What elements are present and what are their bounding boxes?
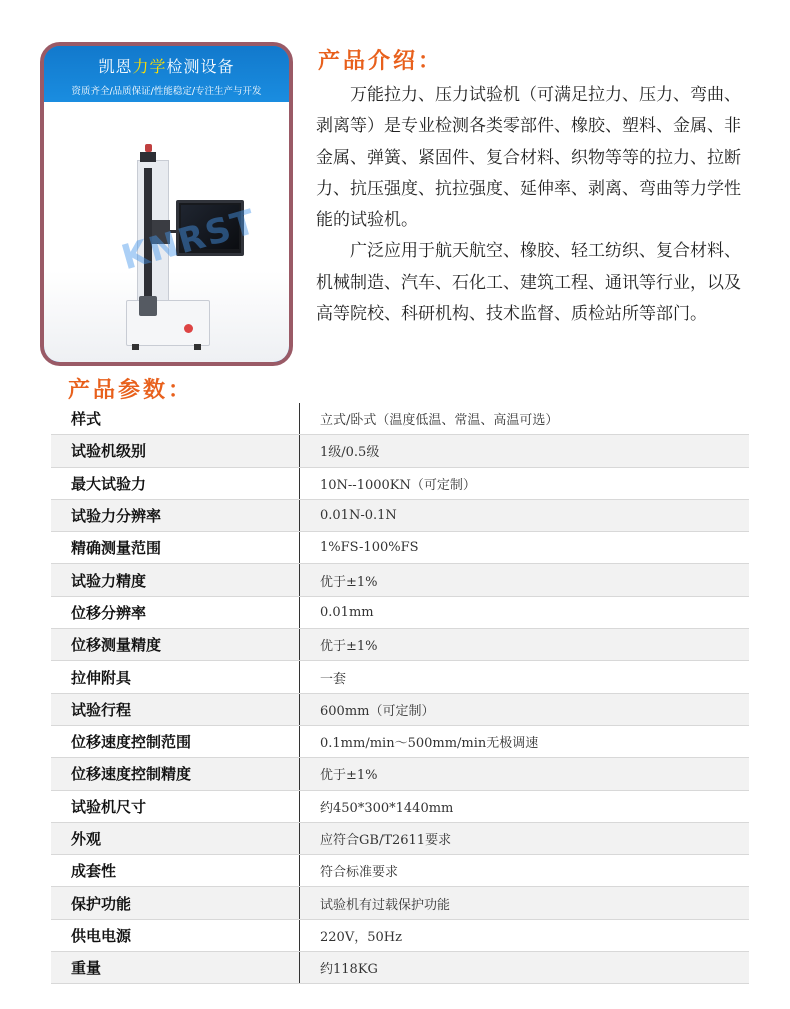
product-photo [44, 102, 289, 362]
table-row [51, 887, 749, 919]
card-title-suffix: 检测设备 [166, 57, 235, 76]
table-row [51, 564, 749, 596]
param-value: 10N--1000KN（可定制） [320, 477, 476, 493]
param-value: 优于±1% [320, 639, 378, 655]
param-value: 立式/卧式（温度低温、常温、高温可选） [320, 413, 559, 429]
table-row [51, 629, 749, 661]
table-row [51, 435, 749, 467]
intro-text [316, 80, 756, 330]
param-value: 1%FS-100%FS [320, 540, 419, 556]
table-row [51, 661, 749, 693]
param-value: 约450*300*1440mm [320, 800, 454, 816]
param-value: 符合标准要求 [320, 865, 399, 881]
param-label: 供电电源 [71, 926, 132, 945]
param-label: 试验机尺寸 [71, 797, 147, 816]
table-row [51, 597, 749, 629]
table-row [51, 791, 749, 823]
param-value: 0.01mm [320, 604, 374, 620]
param-value: 优于±1% [320, 574, 378, 590]
param-label: 拉伸附具 [71, 668, 132, 687]
param-label: 位移速度控制精度 [71, 765, 192, 784]
param-label: 位移分辨率 [71, 603, 147, 622]
param-value: 试验机有过载保护功能 [320, 897, 451, 913]
machine-top-light [145, 144, 152, 152]
param-label: 试验机级别 [71, 442, 147, 461]
param-label: 保护功能 [71, 894, 132, 913]
param-value: 0.1mm/min～500mm/min无极调速 [320, 736, 539, 752]
table-row [51, 952, 749, 984]
param-value: 220V，50Hz [320, 929, 402, 945]
table-row [51, 758, 749, 790]
intro-heading: 产品介绍： [318, 49, 444, 74]
table-row [51, 500, 749, 532]
param-value: 约118KG [320, 962, 378, 978]
param-label: 试验力精度 [71, 571, 147, 590]
param-label: 精确测量范围 [71, 539, 162, 558]
param-label: 位移速度控制范围 [71, 733, 192, 752]
param-value: 应符合GB/T2611要求 [320, 833, 452, 848]
machine-foot-right [194, 344, 201, 350]
machine-foot-left [132, 344, 139, 350]
table-row [51, 726, 749, 758]
param-value: 一套 [320, 671, 347, 687]
param-label: 成套性 [71, 862, 117, 881]
param-label: 重量 [71, 959, 102, 978]
param-value: 600mm（可定制） [320, 703, 435, 719]
machine-load-cell [139, 296, 157, 316]
param-label: 试验力分辨率 [71, 507, 162, 526]
card-title-prefix: 凯恩 [98, 57, 133, 76]
table-row [51, 823, 749, 855]
emergency-button-icon [184, 324, 193, 333]
param-label: 试验行程 [71, 700, 132, 719]
param-value: 1级/0.5级 [320, 445, 380, 461]
param-label: 位移测量精度 [71, 636, 162, 655]
intro-paragraph: 广泛应用于航天航空、橡胶、轻工纺织、复合材料、机械制造、汽车、石化工、建筑工程、通讯等行业，以及高等院校、科研机构、技术监督、质检站所等部门。 [316, 241, 741, 325]
brand-watermark: KNRST [117, 201, 262, 279]
card-title-highlight: 力学 [132, 57, 167, 76]
param-label: 样式 [71, 410, 102, 429]
params-heading: 产品参数： [68, 378, 194, 403]
table-row [51, 694, 749, 726]
param-value: 优于±1% [320, 768, 378, 784]
param-label: 最大试验力 [71, 474, 147, 493]
table-row [51, 532, 749, 564]
card-title [44, 46, 289, 77]
params-table [51, 403, 749, 984]
machine-top-cap [140, 152, 156, 162]
table-row [51, 403, 749, 435]
table-row [51, 920, 749, 952]
intro-paragraph: 万能拉力、压力试验机（可满足拉力、压力、弯曲、剥离等）是专业检测各类零部件、橡胶、塑料、金属、非金属、弹簧、紧固件、复合材料、织物等等的拉力、拉断力、抗压强度、抗拉强度、延伸率、剥离、弯曲等力学性能的试验机。 [316, 85, 741, 231]
card-header [44, 46, 289, 102]
param-value: 0.01N-0.1N [320, 508, 397, 524]
param-label: 外观 [71, 830, 102, 848]
table-row [51, 855, 749, 887]
table-row [51, 468, 749, 500]
product-card [40, 42, 293, 366]
card-subtitle: 资质齐全/品质保证/性能稳定/专注生产与开发 [71, 86, 262, 97]
